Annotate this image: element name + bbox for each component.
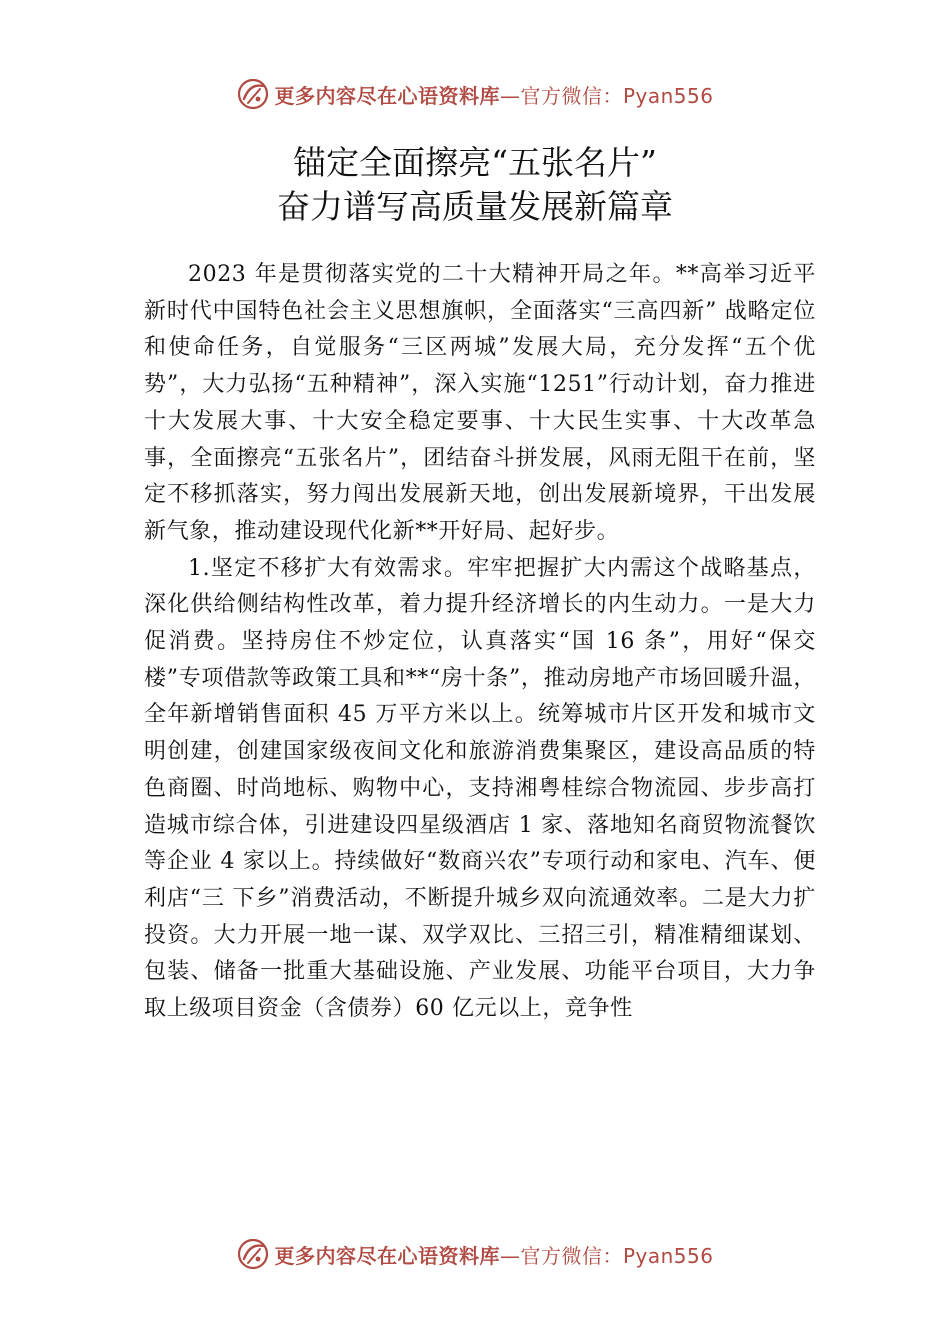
document-title-line-1: 锚定全面擦亮“五张名片” [293,143,657,182]
banner-dash: — [499,83,521,108]
brand-logo-icon [236,77,270,111]
paragraph-intro: 2023 年是贯彻落实党的二十大精神开局之年。**高举习近平新时代中国特色社会主义思想旗帜，全面落实“三高四新” 战略定位和使命任务，自觉服务“三区两城”发展大局，充分发挥“五个优势”，大力弘扬“五种精神”，深入实施“1251”行动计划，奋力推进十大发展大事、十大安全稳定要事、十大民生实事、十大改革急事，全面擦亮“五张名片”，团结奋斗拼发展，风雨无阻干在前，坚定不移抓落实，努力闯出发展新天地，创出发展新境界，干出发展新气象，推动建设现代化新**开好局、起好步。 [144,262,816,544]
footer-banner [0,1232,950,1276]
banner-library-text: 更多内容尽在心语资料库 [274,1243,500,1268]
header-banner [0,72,950,116]
banner-library-text: 更多内容尽在心语资料库 [274,83,500,108]
banner-dash: — [499,1243,521,1268]
brand-logo-icon [236,1237,270,1271]
document-body [144,257,816,1028]
paragraph-expand-demand: 1.坚定不移扩大有效需求。牢牢把握扩大内需这个战略基点，深化供给侧结构性改革，着力提升经济增长的内生动力。一是大力促消费。坚持房住不炒定位，认真落实“国 16 条”，用好“保交楼”专项借款等政策工具和**“房十条”，推动房地产市场回暖升温，全年新增销售面积 45 万平方米以上。统筹城市片区开发和城市文明创建，创建国家级夜间文化和旅游消费集聚区，建设高品质的特色商圈、时尚地标、购物中心，支持湘粤桂综合物流园、步步高打造城市综合体，引进建设四星级酒店 1 家、落地知名商贸物流餐饮等企业 4 家以上。持续做好“数商兴农”专项行动和家电、汽车、便利店“三 下乡”消费活动，不断提升城乡双向流通效率。二是大力扩投资。大力开展一地一谋、双学双比、三招三引，精准精细谋划、包装、储备一批重大基础设施、产业发展、功能平台项目，大力争取上级项目资金（含债券）60 亿元以上，竞争性 [144,555,816,1022]
banner-text [274,80,713,109]
banner-wechat-text: 官方微信：Pyan556 [520,83,714,108]
banner-wechat-text: 官方微信：Pyan556 [520,1243,714,1268]
banner-text [274,1240,713,1269]
document-title-line-2: 奋力谱写高质量发展新篇章 [277,187,673,226]
